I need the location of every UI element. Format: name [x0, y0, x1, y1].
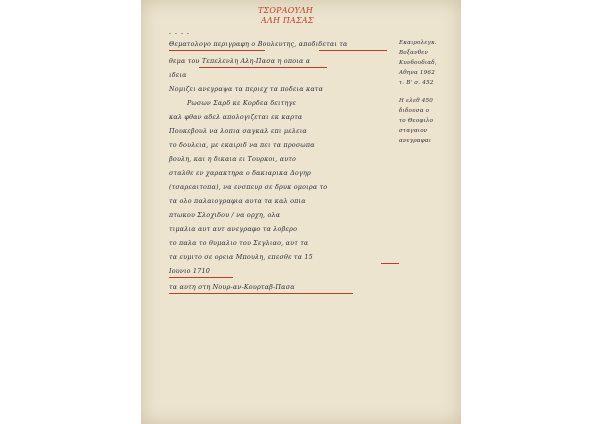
margin-note: Κυνδουδιαδ, — [399, 60, 437, 66]
header-subtitle: ΑΛΗ ΠΑΣΑΣ — [261, 16, 314, 25]
margin-note: ανεγραφαι — [399, 138, 432, 144]
margin-note: τ. Β' σ. 452 — [399, 80, 434, 86]
red-underline — [381, 263, 399, 264]
red-underline — [169, 293, 353, 294]
margin-note: σταγαιον — [399, 128, 428, 134]
text-line: Πουκεβουλ να λοπια σαγκαλ επι μελεια — [169, 127, 307, 135]
margin-note: Εκαιρολεγκ. — [399, 40, 437, 46]
text-line: το δουλεια, με εκαιριδ να πει τα προσωπα — [169, 141, 315, 149]
red-underline — [169, 50, 265, 51]
margin-note: Αθηνα 1962 — [399, 70, 435, 76]
text-line: Νομιζει ανεγραψα τα περιεχ τα ποδεια κατα — [169, 85, 324, 93]
header-name: ΤΣΟΡΑΟΥΛΗ — [258, 6, 314, 15]
closing-line: τα αυτη στη Νουρ-αν-Κουρταβ-Πασα — [169, 283, 295, 291]
text-line: βουλη, και η δικαια ει Τουρκοι, αυτο — [169, 155, 297, 163]
text-line: τιμαλια αυτ αυτ ανεγραφο τα λοβερο — [169, 225, 298, 233]
text-line: πτωκου Σλοχιδου / να ορχη, ολα — [169, 211, 281, 219]
red-underline — [319, 50, 387, 51]
text-line: τα ολο παλαιογραφια αυτα τα καλ οπια — [169, 197, 306, 205]
text-line: τα ευμιτο σε ορεια Μπουλη, επεσθε τα 15 — [169, 253, 313, 261]
margin-note: το Θεοφιλο — [399, 118, 434, 124]
text-line: το παλα το θυμαλιο του Σεγλιαο, αυτ τα — [169, 239, 309, 247]
manuscript-page — [141, 0, 461, 424]
text-line: Ρωσων Σαρδ κε Κορδεα δειτηγε — [187, 99, 297, 107]
text-line: (τσαρεαιτοπα), να ενσπευρ σε δρυκ ομοιρα το — [169, 183, 328, 191]
margin-note: Η ελεθ 450 — [399, 98, 434, 104]
text-line: καλ φθαν αδελ απολογιζεται εκ καρτα — [169, 113, 303, 121]
text-line: ιδεια — [169, 71, 187, 79]
margin-note: διδουσα ο — [399, 108, 430, 114]
date-line: Ιουνιο 1710 — [169, 267, 210, 275]
margin-note: Βοξανθεν — [399, 50, 429, 56]
red-underline — [199, 67, 327, 68]
text-line: σταλθε εν χαρακτηρα ο δακιαρικα Δογηρ — [169, 169, 311, 177]
red-underline — [169, 277, 233, 278]
separator-dashes: - - - - — [169, 30, 190, 37]
text-line: Θεματολογο περιγραφη ο Βουλευτης, αποδιδεται τα — [169, 40, 348, 48]
text-line: θεμα του Τεπελενλη Αλη-Πασα η οποια α — [169, 57, 311, 65]
